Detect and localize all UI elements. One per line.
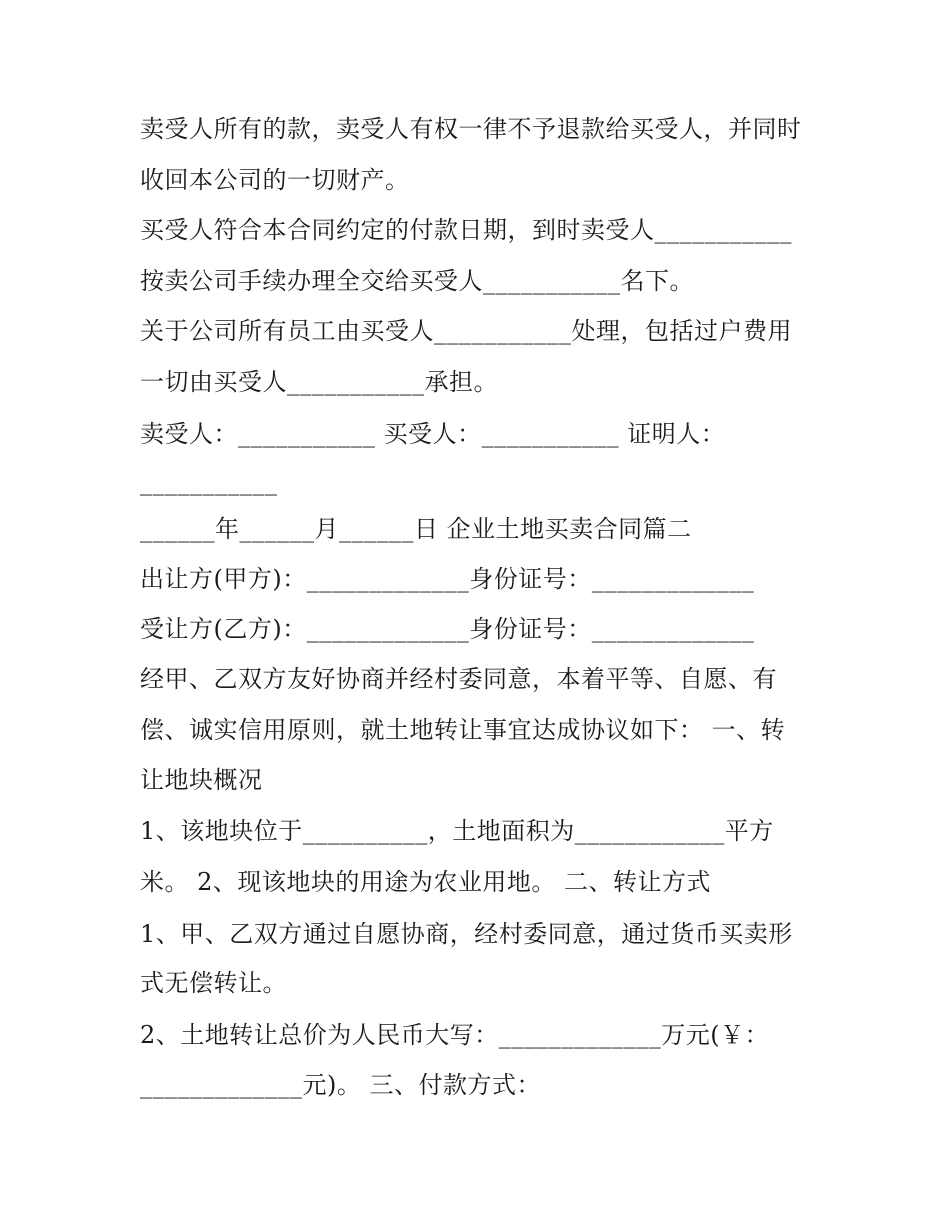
text-line: 经甲、乙双方友好协商并经村委同意，本着平等、自愿、有 [140, 665, 777, 693]
text-line: 式无偿转让。 [140, 969, 287, 997]
text-line: ___________ [140, 468, 278, 496]
text-line: 受让方(乙方)：_____________身份证号：_____________ [140, 615, 755, 643]
text-line: 按卖公司手续办理全交给买受人___________名下。 [140, 267, 694, 295]
text-line: 出让方(甲方)：_____________身份证号：_____________ [140, 565, 755, 593]
text-line: 米。 2、现该地块的用途为农业用地。 二、转让方式 [140, 868, 712, 896]
text-line: ______年______月______日 企业土地买卖合同篇二 [140, 515, 692, 543]
text-line: 关于公司所有员工由买受人___________处理，包括过户费用 [140, 317, 792, 345]
text-line: 卖受人所有的款，卖受人有权一律不予退款给买受人，并同时 [140, 115, 802, 143]
text-line: 1、甲、乙双方通过自愿协商，经村委同意，通过货币买卖形 [140, 920, 793, 948]
text-line: 一切由买受人___________承担。 [140, 368, 498, 396]
text-line: 买受人符合本合同约定的付款日期，到时卖受人___________ [140, 216, 792, 244]
text-line: _____________元)。 三、付款方式： [140, 1071, 541, 1099]
text-line: 收回本公司的一切财产。 [140, 166, 410, 194]
text-line: 让地块概况 [140, 766, 263, 794]
text-line: 2、土地转让总价为人民币大写：_____________万元(￥： [140, 1021, 770, 1049]
text-line: 偿、诚实信用原则，就土地转让事宜达成协议如下： 一、转 [140, 716, 786, 744]
text-line: 卖受人：___________ 买受人：___________ 证明人： [140, 420, 726, 448]
text-line: 1、该地块位于__________，土地面积为____________平方 [140, 817, 774, 845]
